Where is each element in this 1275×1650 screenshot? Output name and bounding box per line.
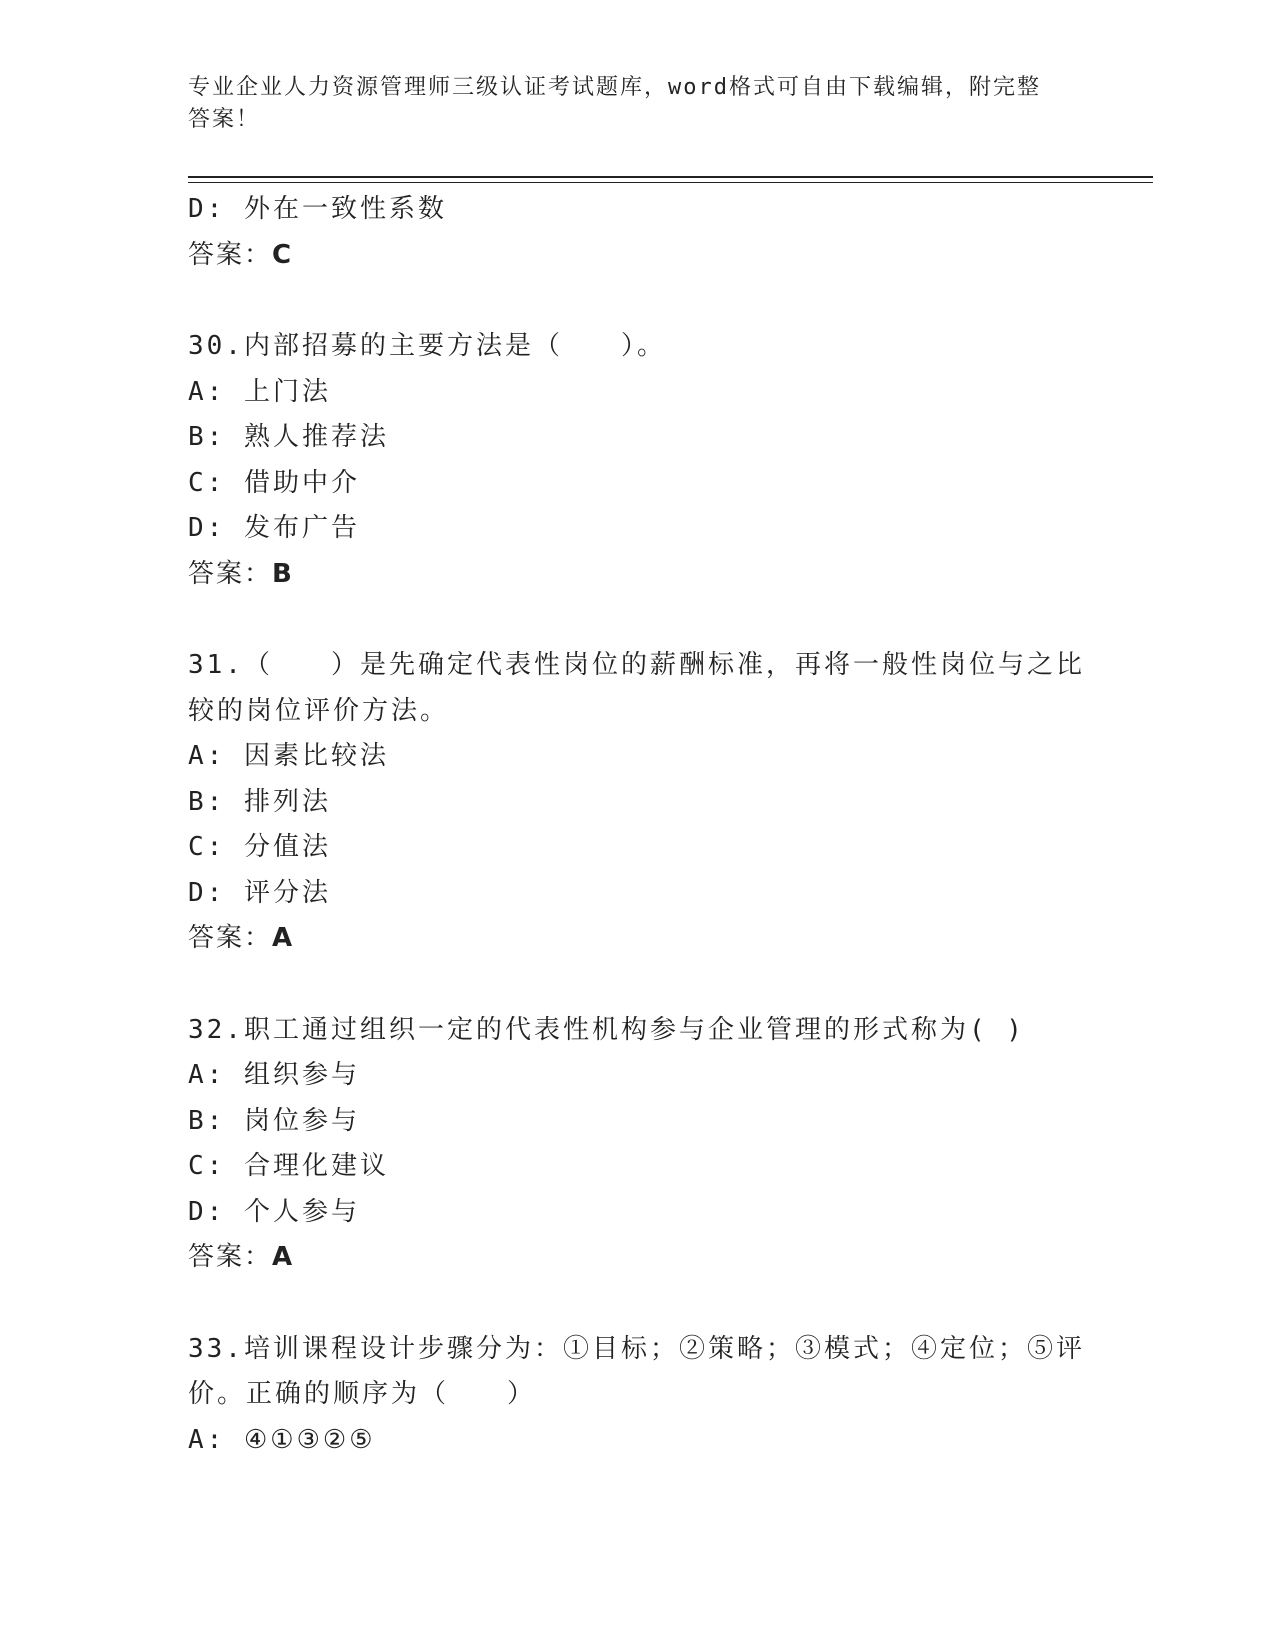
document-header [188,72,1088,136]
option-c: C: 合理化建议 [188,1151,389,1181]
spacer [188,962,1088,1008]
option-a: A: 组织参与 [188,1060,360,1090]
option-c: C: 借助中介 [188,467,360,498]
header-divider-thick [188,176,1153,178]
option-a: A: 上门法 [188,376,331,407]
question-stem: 32.职工通过组织一定的代表性机构参与企业管理的形式称为( ) [188,1014,1025,1045]
answer-line [188,233,1088,279]
question-32 [188,1008,1088,1281]
option-a: A: ④①③②⑤ [188,1424,376,1455]
spacer [188,597,1088,643]
option-d: D: 发布广告 [188,513,360,543]
answer-line [188,552,1088,598]
answer-label: 答案： [188,923,273,953]
question-30 [188,324,1088,597]
answer-label: 答案： [188,1242,273,1272]
question-list [188,187,1088,1463]
answer-value: C [272,239,294,270]
answer-value: B [272,558,294,589]
option-b: B: 岗位参与 [188,1105,360,1136]
answer-value: A [272,1242,295,1272]
question-stem-line-2: 价。正确的顺序为（ ） [188,1379,537,1409]
option-b: B: 排列法 [188,786,331,817]
option-d: D: 外在一致性系数 [188,194,447,224]
question-29-tail [188,187,1088,278]
question-33 [188,1327,1088,1464]
option-d: D: 评分法 [188,877,331,908]
question-stem-line-2: 较的岗位评价方法。 [188,695,450,726]
option-c: C: 分值法 [188,832,331,862]
header-divider-thin [188,182,1153,183]
spacer [188,1281,1088,1327]
answer-label: 答案： [188,558,273,589]
question-31 [188,643,1088,962]
answer-label: 答案： [188,239,273,270]
answer-line [188,1235,1088,1281]
header-line-1: 专业企业人力资源管理师三级认证考试题库，word格式可自由下载编辑，附完整 [188,75,1041,100]
option-a: A: 因素比较法 [188,741,389,771]
spacer [188,278,1088,324]
question-stem: 30.内部招募的主要方法是（ ）。 [188,331,666,361]
option-d: D: 个人参与 [188,1196,360,1227]
question-stem-line-1: 33.培训课程设计步骤分为：①目标；②策略；③模式；④定位；⑤评 [188,1333,1085,1364]
header-line-2: 答案！ [188,107,261,132]
answer-line [188,916,1088,962]
option-b: B: 熟人推荐法 [188,422,389,452]
question-stem-line-1: 31.（ ）是先确定代表性岗位的薪酬标准，再将一般性岗位与之比 [188,650,1085,680]
answer-value: A [272,923,295,953]
